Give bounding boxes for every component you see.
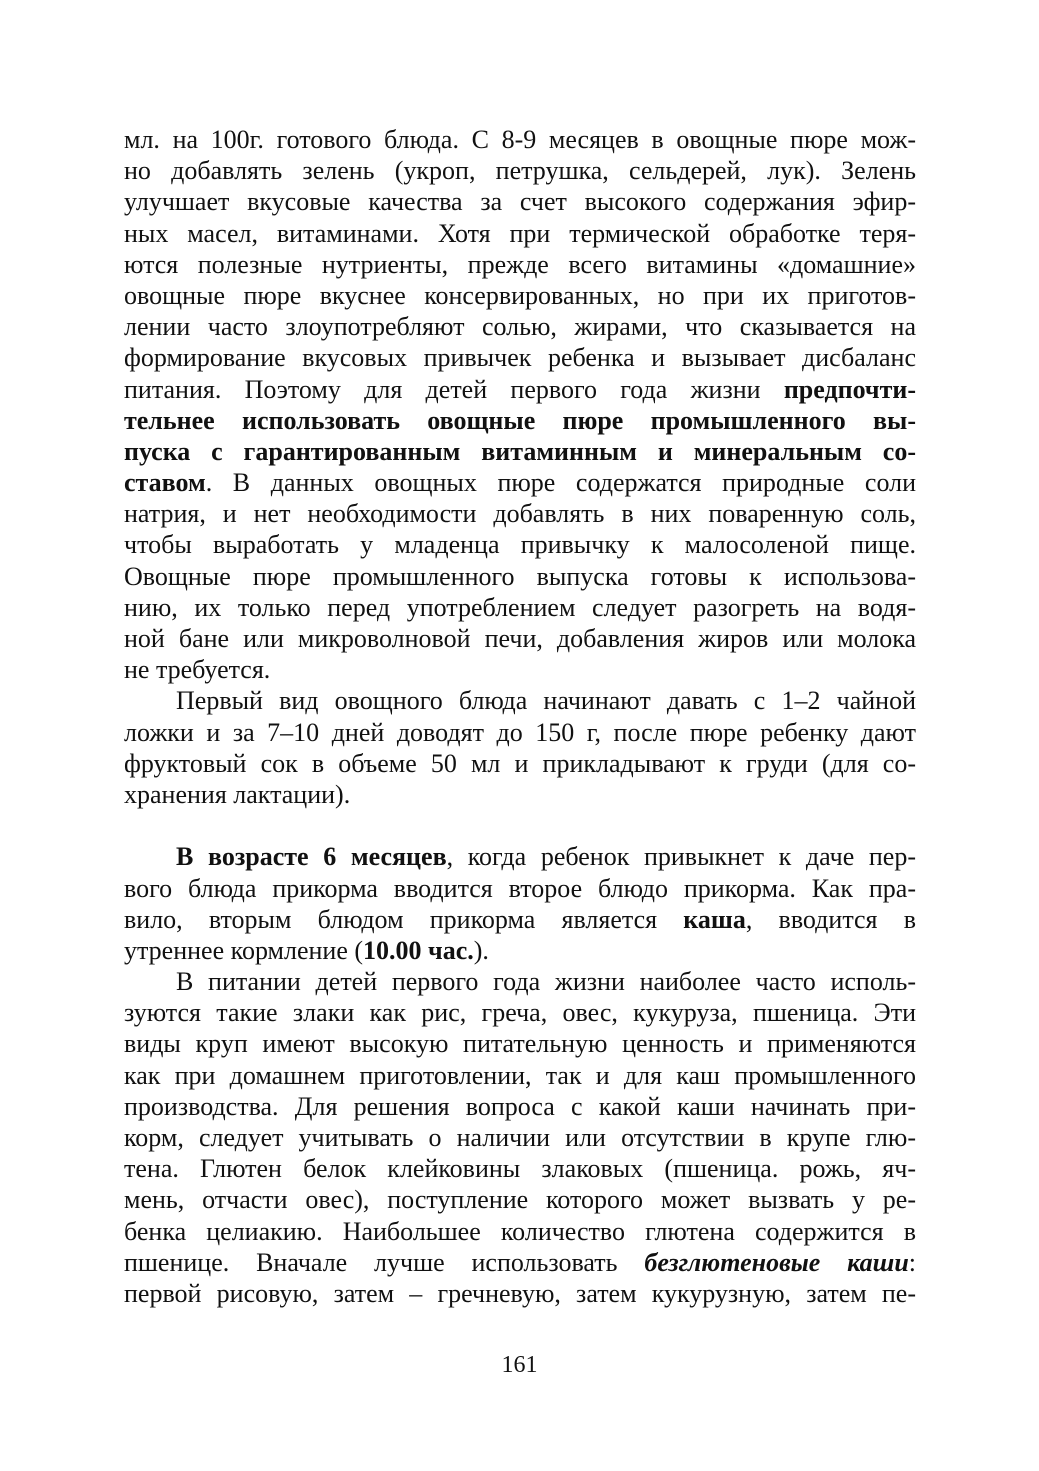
text-run: , вводится в xyxy=(745,904,916,934)
text-line xyxy=(124,685,916,716)
text-run: В питании детей первого года жизни наиболее часто исполь- xyxy=(176,967,916,997)
text-line xyxy=(124,966,916,997)
text-run: ных масел, витаминами. Хотя при термической обработке теря- xyxy=(124,218,916,248)
text-run: тена. Глютен белок клейковины злаковых (пшеница. рожь, яч- xyxy=(124,1154,916,1184)
text-run: пшенице. Вначале лучше использовать xyxy=(124,1247,645,1277)
text-line xyxy=(124,592,916,623)
text-line xyxy=(124,342,916,373)
paragraph-gap xyxy=(124,810,916,841)
text-line xyxy=(124,1122,916,1153)
text-line xyxy=(124,249,916,280)
text-run: но добавлять зелень (укроп, петрушка, сельдерей, лук). Зелень xyxy=(124,156,916,186)
text-line xyxy=(124,1060,916,1091)
text-line xyxy=(124,124,916,155)
text-run: овощные пюре вкуснее консервированных, но при их приготов- xyxy=(124,280,916,310)
emphasized-text: ставом xyxy=(124,468,206,498)
emphasized-text: 10.00 час. xyxy=(363,935,474,965)
text-line xyxy=(124,374,916,405)
text-line xyxy=(124,1184,916,1215)
text-line xyxy=(124,155,916,186)
text-line xyxy=(124,654,916,685)
text-run: ложки и за 7–10 дней доводят до 150 г, после пюре ребенку дают xyxy=(124,717,916,747)
text-run: питания. Поэтому для детей первого года жизни xyxy=(124,374,784,404)
text-line xyxy=(124,218,916,249)
text-line xyxy=(124,467,916,498)
emphasized-text: тельнее использовать овощные пюре промышленного вы- xyxy=(124,405,916,435)
text-run: мл. на 100г. готового блюда. С 8-9 месяцев в овощные пюре мож- xyxy=(124,125,916,154)
text-run: фруктовый сок в объеме 50 мл и прикладывают к груди (для со- xyxy=(124,748,916,778)
text-run: лении часто злоупотребляют солью, жирами, что сказывается на xyxy=(124,312,916,342)
text-run: не требуется. xyxy=(124,655,271,685)
emphasized-text: В возрасте 6 месяцев xyxy=(176,842,447,872)
text-run: первой рисовую, затем – гречневую, затем кукурузную, затем пе- xyxy=(124,1278,916,1308)
text-line xyxy=(124,997,916,1028)
body-text xyxy=(124,124,916,1309)
text-line xyxy=(124,529,916,560)
text-line xyxy=(124,1028,916,1059)
text-line xyxy=(124,779,916,810)
text-run: ной бане или микроволновой печи, добавления жиров или молока xyxy=(124,624,916,653)
text-run: вило, вторым блюдом прикорма является xyxy=(124,904,684,934)
text-line xyxy=(124,1216,916,1247)
emphasized-text: безглютеновые каши xyxy=(644,1247,909,1277)
text-run: формирование вкусовых привычек ребенка и вызывает дисбаланс xyxy=(124,343,916,373)
text-line xyxy=(124,1091,916,1122)
text-run: натрия, и нет необходимости добавлять в них поваренную соль, xyxy=(124,499,916,529)
text-run: Первый вид овощного блюда начинают давать с 1–2 чайной xyxy=(176,686,916,716)
text-run: . В данных овощных пюре содержатся природные соли xyxy=(205,468,916,498)
text-run: производства. Для решения вопроса с какой каши начинать при- xyxy=(124,1091,916,1121)
text-line xyxy=(124,280,916,311)
text-line xyxy=(124,561,916,592)
text-run: хранения лактации). xyxy=(124,779,351,809)
text-line xyxy=(124,623,916,654)
text-line xyxy=(124,1278,916,1309)
page-number: 161 xyxy=(501,1352,538,1378)
text-run: зуются такие злаки как рис, греча, овес, кукуруза, пшеница. Эти xyxy=(124,998,916,1028)
text-run: чтобы выработать у младенца привычку к малосоленой пище. xyxy=(124,530,916,560)
text-run: виды круп имеют высокую питательную ценность и применяются xyxy=(124,1029,916,1059)
text-line xyxy=(124,1247,916,1278)
text-run: ). xyxy=(473,935,489,965)
text-run: бенка целиакию. Наибольшее количество глютена содержится в xyxy=(124,1216,916,1246)
text-run: утреннее кормление ( xyxy=(124,935,364,965)
text-run: , когда ребенок привыкнет к даче пер- xyxy=(446,842,916,872)
text-run: вого блюда прикорма вводится второе блюдо прикорма. Как пра- xyxy=(124,873,916,903)
text-line xyxy=(124,935,916,966)
emphasized-text: каша xyxy=(683,904,746,934)
emphasized-text: пуска с гарантированным витаминным и минеральным со- xyxy=(124,436,916,466)
text-run: Овощные пюре промышленного выпуска готовы к использова- xyxy=(124,561,916,591)
text-run: корм, следует учитывать о наличии или отсутствии в крупе глю- xyxy=(124,1123,916,1152)
text-line xyxy=(124,873,916,904)
text-line xyxy=(124,717,916,748)
text-line xyxy=(124,841,916,872)
text-run: : xyxy=(908,1247,917,1277)
text-run: мень, отчасти овес), поступление которого может вызвать у ре- xyxy=(124,1185,916,1215)
text-run: нию, их только перед употреблением следует разогреть на водя- xyxy=(124,592,916,622)
text-line xyxy=(124,186,916,217)
text-line xyxy=(124,904,916,935)
text-line xyxy=(124,436,916,467)
text-line xyxy=(124,405,916,436)
emphasized-text: предпочти- xyxy=(783,374,916,404)
text-run: ются полезные нутриенты, прежде всего витамины «домашние» xyxy=(124,249,916,279)
text-line xyxy=(124,498,916,529)
text-run: улучшает вкусовые качества за счет высокого содержания эфир- xyxy=(124,187,916,217)
text-run: как при домашнем приготовлении, так и для каш промышленного xyxy=(124,1060,916,1090)
text-line xyxy=(124,748,916,779)
text-line xyxy=(124,311,916,342)
text-line xyxy=(124,1153,916,1184)
